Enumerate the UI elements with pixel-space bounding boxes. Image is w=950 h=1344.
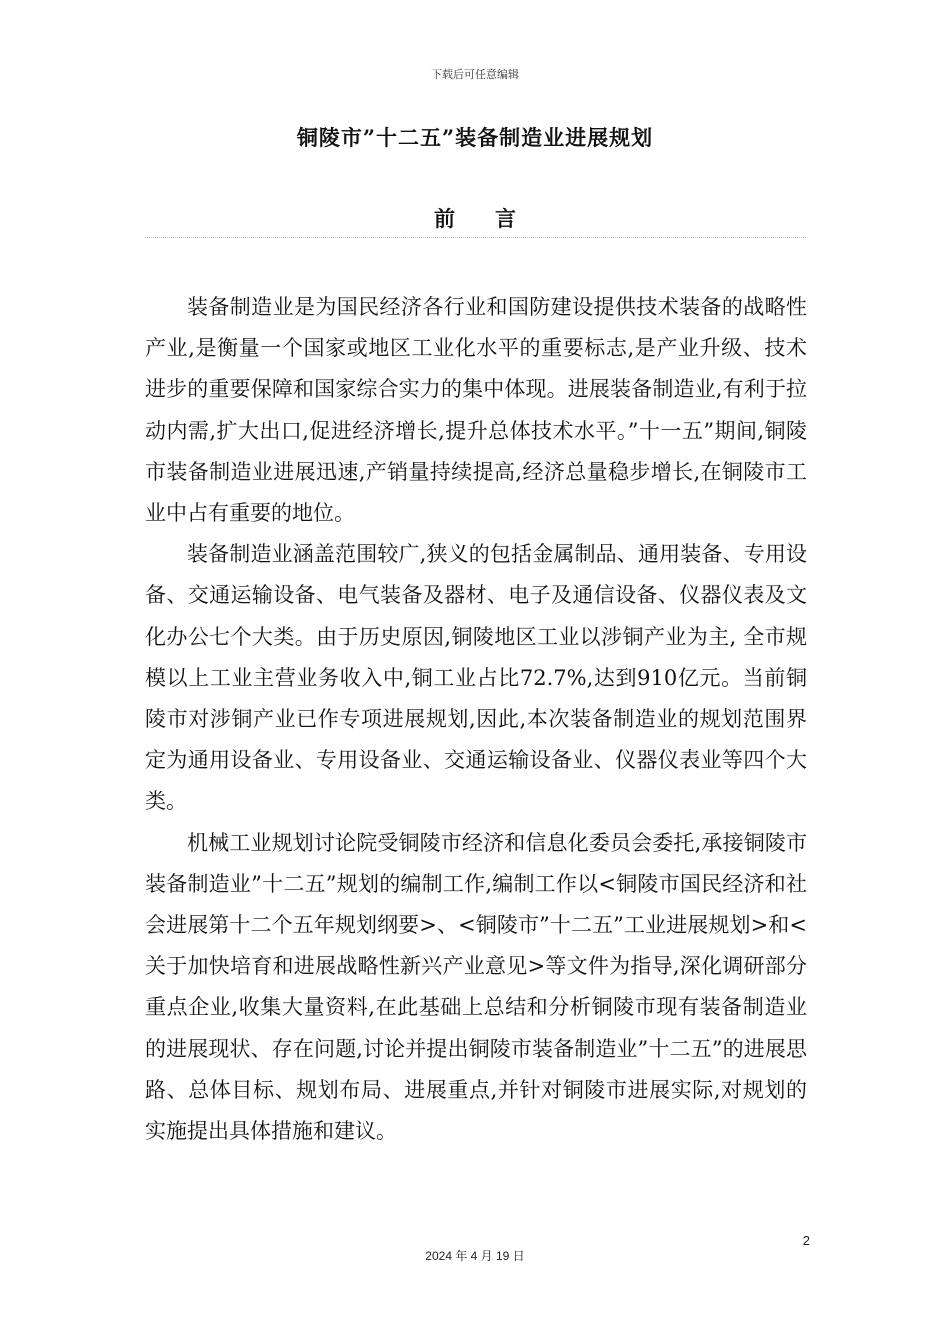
- page-number: 2: [802, 1233, 810, 1248]
- paragraph-3: 机械工业规划讨论院受铜陵市经济和信息化委员会委托,承接铜陵市装备制造业”十二五”规划的编制工作,编制工作以<铜陵市国民经济和社会进展第十二个五年规划纲要>、<铜陵市”十二五”工业进展规划>和<关于加快培育和进展战略性新兴产业意见>等文件为指导,深化调研部分重点企业,收集大量资料,在此基础上总结和分析铜陵市现有装备制造业的进展现状、存在问题,讨论并提出铜陵市装备制造业”十二五”的进展思路、总体目标、规划布局、进展重点,并针对铜陵市进展实际,对规划的实施提出具体措施和建议。: [145, 830, 807, 1144]
- section-heading: 前言: [434, 206, 556, 231]
- body-text: [145, 287, 807, 1152]
- document-title: 铜陵市”十二五”装备制造业进展规划: [296, 125, 654, 150]
- header-note: 下载后可任意编辑: [431, 68, 519, 81]
- paragraph-1: 装备制造业是为国民经济各行业和国防建设提供技术装备的战略性产业,是衡量一个国家或地区工业化水平的重要标志,是产业升级、技术进步的重要保障和国家综合实力的集中体现。进展装备制造业,有利于拉动内需,扩大出口,促进经济增长,提升总体技术水平。”十一五”期间,铜陵市装备制造业进展迅速,产销量持续提高,经济总量稳步增长,在铜陵市工业中占有重要的地位。: [145, 295, 807, 526]
- paragraph-2: 装备制造业涵盖范围较广,狭义的包括金属制品、通用装备、专用设备、交通运输设备、电气装备及器材、电子及通信设备、仪器仪表及文化办公七个大类。由于历史原因,铜陵地区工业以涉铜产业为主, 全市规模以上工业主营业务收入中,铜工业占比72.7%,达到910亿元。当前铜陵市对涉铜产业已作专项进展规划,因此,本次装备制造业的规划范围界定为通用设备业、专用设备业、交通运输设备业、仪器仪表业等四个大类。: [145, 542, 807, 814]
- heading-divider: [145, 237, 806, 238]
- footer-date: 2024 年 4 月 19 日: [425, 1249, 525, 1263]
